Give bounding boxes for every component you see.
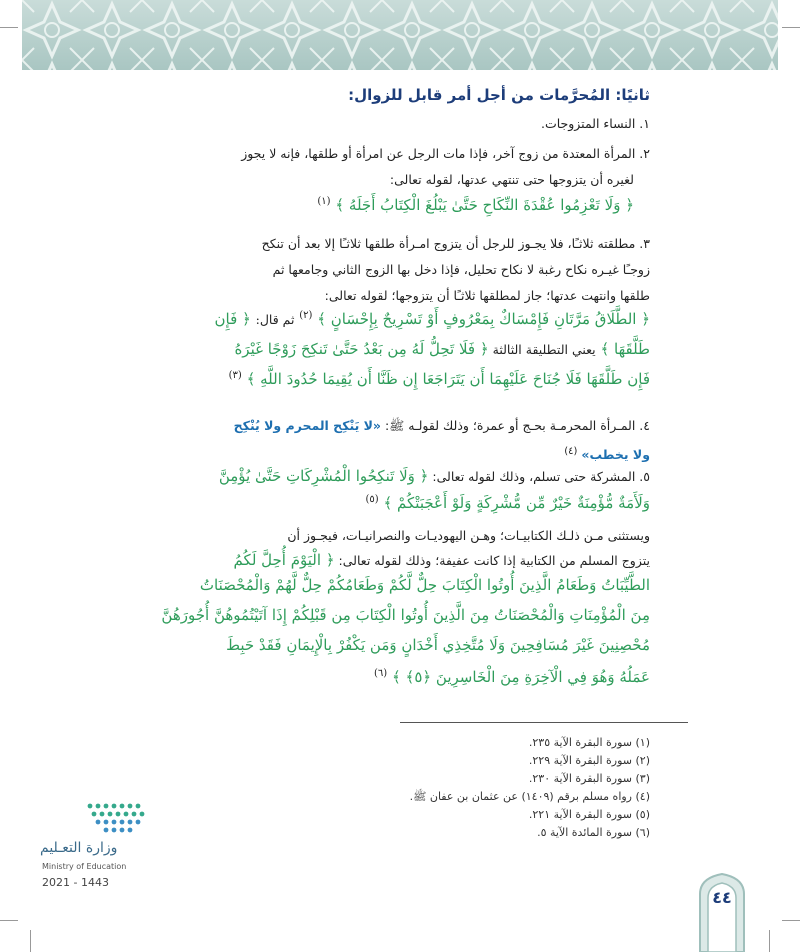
quran-verse-4 (229, 370, 650, 388)
crop-mark (782, 27, 800, 28)
item-3-line-2: زوجـًا غيـره نكاح رغبة لا نكاح تحليل، فإذا دخل بها الزوج الثاني وجامعها ثم (272, 262, 650, 277)
item-5-line-3 (234, 552, 650, 569)
logo-dots-icon (84, 798, 154, 834)
quran-verse-5 (366, 494, 650, 512)
quran-text: وَلَأَمَةٌ مُّؤْمِنَةٌ خَيْرٌ مِّن مُّشْرِكَةٍ وَلَوْ أَعْجَبَتْكُمْ ﴾ (383, 494, 650, 512)
footnote-ref-2: (٢) (299, 310, 313, 321)
quran-text: ﴿ الطَّلَاقُ مَرَّتَانِ فَإِمْسَاكٌ بِمَعْرُوفٍ أَوْ تَسْرِيحٌ بِإِحْسَانٍ ﴾ (317, 310, 650, 328)
hadith-text: «لا يَنْكِح المحرم ولا يُنْكِح (233, 418, 381, 433)
item-2-line-1: ٢. المرأة المعتدة من زوج آخر، فإذا مات الرجل عن امرأة أو طلقها، فإنه لا يجوز (241, 146, 650, 161)
page-number: ٤٤ (712, 888, 732, 907)
item-5-text: ٥. المشركة حتى تسلم، وذلك لقوله تعالى: (428, 469, 650, 484)
then-said: ثم قال: (255, 312, 295, 327)
explanation: يعني التطليقة الثالثة (488, 342, 596, 357)
item-3-line-3: طلقها وانتهت عدتها؛ جاز لمطلقها ثلاثـًا أن يتزوجها؛ لقوله تعالى: (324, 288, 650, 303)
header-ornament-banner (22, 0, 778, 70)
quran-verse-7: مِنَ الْمُؤْمِنَاتِ وَالْمُحْصَنَاتُ مِنَ الَّذِينَ أُوتُوا الْكِتَابَ مِن قَبْلِكُمْ إِذَا آتَيْتُمُوهُنَّ أُجُورَهُنَّ (161, 606, 650, 624)
quran-verse-6: الطَّيِّبَاتُ وَطَعَامُ الَّذِينَ أُوتُوا الْكِتَابَ حِلٌّ لَّكُمْ وَطَعَامُكُمْ حِلٌّ لَّهُمْ وَالْمُحْصَنَاتُ (199, 576, 650, 594)
footnote-divider (400, 722, 688, 723)
section-title: ثانيًا: المُحرَّمات من أجل أمر قابل للزوال: (348, 86, 650, 104)
quran-verse-3 (234, 340, 650, 358)
footnote-ref-6: (٦) (373, 668, 388, 679)
quran-text: ﴿ وَلَا تَنكِحُوا الْمُشْرِكَاتِ حَتَّىٰ يُؤْمِنَّ (218, 467, 429, 485)
crop-mark (769, 930, 770, 952)
footnote-6: (٦) سورة المائدة الآية ٥. (537, 826, 650, 839)
quran-verse-2 (215, 310, 650, 328)
item-2-line-2: لغيره أن يتزوجها حتى تنتهي عدتها، لقوله تعالى: (389, 172, 634, 187)
footnote-2: (٢) سورة البقرة الآية ٢٢٩. (528, 754, 650, 767)
crop-mark (782, 920, 800, 921)
quran-text: عَمَلُهُ وَهُوَ فِي الْآخِرَةِ مِنَ الْخَاسِرِينَ ﴿٥﴾ ﴾ (391, 668, 650, 686)
footnote-ref-3: (٣) (228, 370, 242, 381)
quran-text: فَإِن طَلَّقَهَا فَلَا جُنَاحَ عَلَيْهِمَا أَن يَتَرَاجَعَا إِن ظَنَّا أَن يُقِيمَا حُدُودَ اللَّهِ ﴾ (246, 370, 650, 388)
footnote-1: (١) سورة البقرة الآية ٢٣٥. (528, 736, 650, 749)
footnote-ref-5: (٥) (365, 494, 379, 505)
quran-verse-1 (317, 196, 634, 214)
footnote-4: (٤) رواه مسلم برقم (١٤٠٩) عن عثمان بن عفان ﷺ. (409, 790, 650, 803)
quran-text: ﴿ فَلَا تَحِلُّ لَهُ مِن بَعْدُ حَتَّىٰ تَنكِحَ زَوْجًا غَيْرَهُ (234, 340, 489, 358)
quran-verse-9 (374, 668, 650, 686)
item-1: ١. النساء المتزوجات. (540, 116, 650, 131)
quran-text: ﴿ فَإِن (214, 310, 251, 328)
footnote-5: (٥) سورة البقرة الآية ٢٢١. (528, 808, 650, 821)
footnote-ref-1: (١) (317, 196, 331, 207)
quran-text: طَلَّقَهَا ﴾ (600, 340, 650, 358)
item-3-line-1: ٣. مطلقته ثلاثـًا، فلا يجـوز للرجل أن يتزوج امـرأة طلقها ثلاثـًا إلا بعد أن تنكح (261, 236, 650, 251)
item-4-line-2 (564, 444, 650, 463)
quran-verse-8: مُحْصِنِينَ غَيْرَ مُسَافِحِينَ وَلَا مُتَّخِذِي أَخْدَانٍ وَمَن يَكْفُرْ بِالْإِيمَانِ فَقَدْ حَبِطَ (226, 636, 650, 654)
footnote-3: (٣) سورة البقرة الآية ٢٣٠. (528, 772, 650, 785)
item-5-line-1 (219, 468, 650, 485)
item-5-line-2: ويستثنى مـن ذلـك الكتابيـات؛ وهـن اليهوديـات والنصرانيـات، فيجـوز أن (287, 528, 650, 543)
ministry-name-ar: وزارة التعـليم (40, 840, 118, 856)
item-4-line-1 (234, 418, 650, 434)
item-5-text: يتزوج المسلم من الكتابية إذا كانت عفيفة؛ وذلك لقوله تعالى: (334, 553, 650, 568)
crop-mark (0, 920, 18, 921)
hadith-text: ولا يخطب» (581, 447, 650, 463)
page-number-badge (696, 872, 748, 952)
footnote-ref-4: (٤) (564, 446, 578, 457)
ministry-name-en: Ministry of Education (42, 862, 127, 871)
edition-years: 2021 - 1443 (42, 876, 109, 889)
crop-mark (30, 930, 31, 952)
crop-mark (0, 27, 18, 28)
item-4-text: ٤. المـرأة المحرمـة بحـج أو عمرة؛ وذلك لقولـه ﷺ: (381, 418, 650, 433)
quran-text: ﴿ وَلَا تَعْزِمُوا عُقْدَةَ النِّكَاحِ حَتَّىٰ يَبْلُغَ الْكِتَابُ أَجَلَهُ ﴾ (335, 196, 634, 214)
quran-text: ﴿ الْيَوْمَ أُحِلَّ لَكُمُ (233, 551, 335, 569)
